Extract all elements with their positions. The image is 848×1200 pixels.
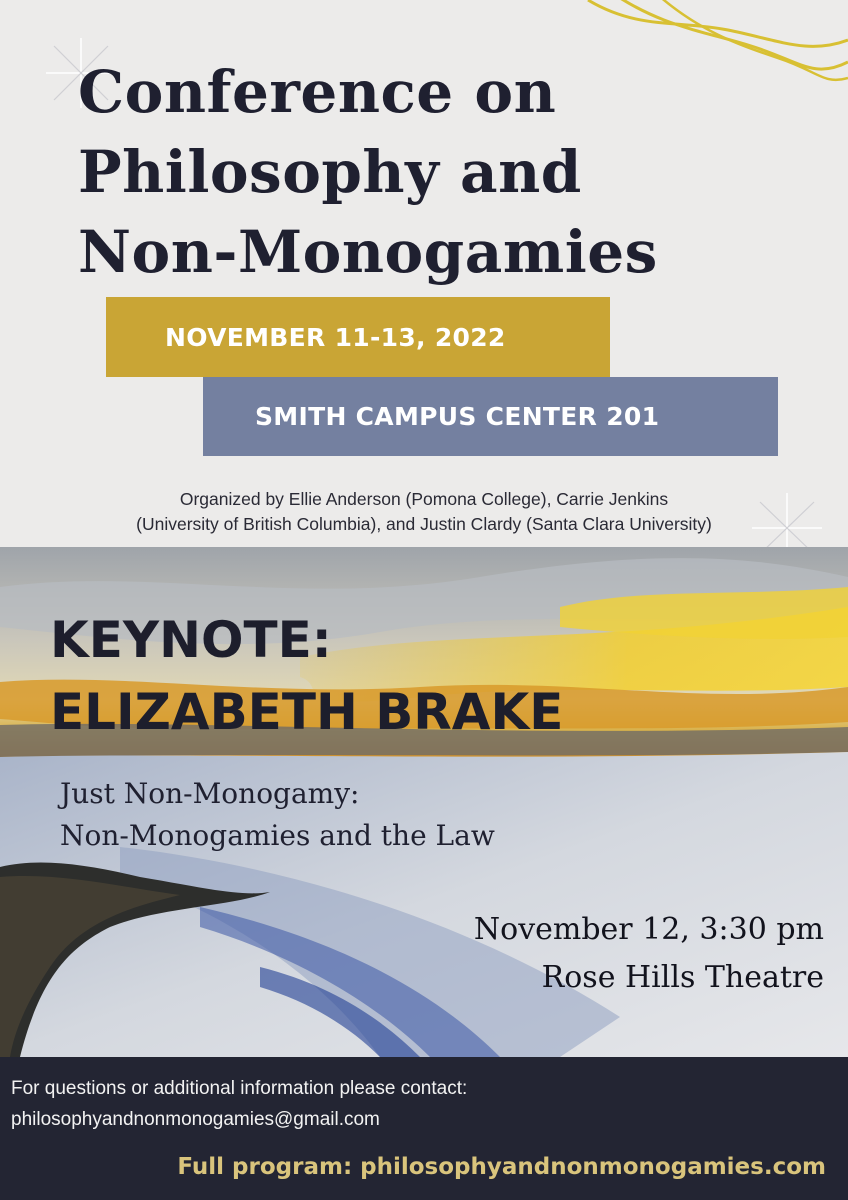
title-line: Non-Monogamies xyxy=(78,218,658,286)
keynote-place: Rose Hills Theatre xyxy=(541,960,824,995)
keynote-line: ELIZABETH BRAKE xyxy=(50,683,564,741)
date-banner xyxy=(106,297,610,377)
talk-title-line: Non-Monogamies and the Law xyxy=(60,819,495,852)
keynote-line: KEYNOTE: xyxy=(50,611,332,669)
keynote-time: November 12, 3:30 pm xyxy=(473,912,824,947)
contact-email[interactable]: philosophyandnonmonogamies@gmail.com xyxy=(11,1109,380,1130)
date-text: NOVEMBER 11-13, 2022 xyxy=(165,322,506,352)
talk-title-line: Just Non-Monogamy: xyxy=(60,777,360,810)
keynote-talk-title xyxy=(60,773,495,857)
full-program-link[interactable]: Full program: philosophyandnonmonogamies.com xyxy=(177,1154,826,1180)
contact-info xyxy=(11,1073,467,1135)
conference-title xyxy=(78,52,658,292)
keynote-heading xyxy=(50,604,563,748)
venue-text: SMITH CAMPUS CENTER 201 xyxy=(255,402,660,431)
title-line: Conference on xyxy=(78,58,557,126)
contact-line: For questions or additional information please contact: xyxy=(11,1078,468,1099)
organizers-text xyxy=(0,487,848,537)
keynote-time-place xyxy=(474,906,824,1002)
organizers-line: (University of British Columbia), and Justin Clardy (Santa Clara University) xyxy=(136,514,712,534)
organizers-line: Organized by Ellie Anderson (Pomona College), Carrie Jenkins xyxy=(179,489,669,509)
venue-banner xyxy=(203,377,778,456)
title-line: Philosophy and xyxy=(78,138,582,206)
